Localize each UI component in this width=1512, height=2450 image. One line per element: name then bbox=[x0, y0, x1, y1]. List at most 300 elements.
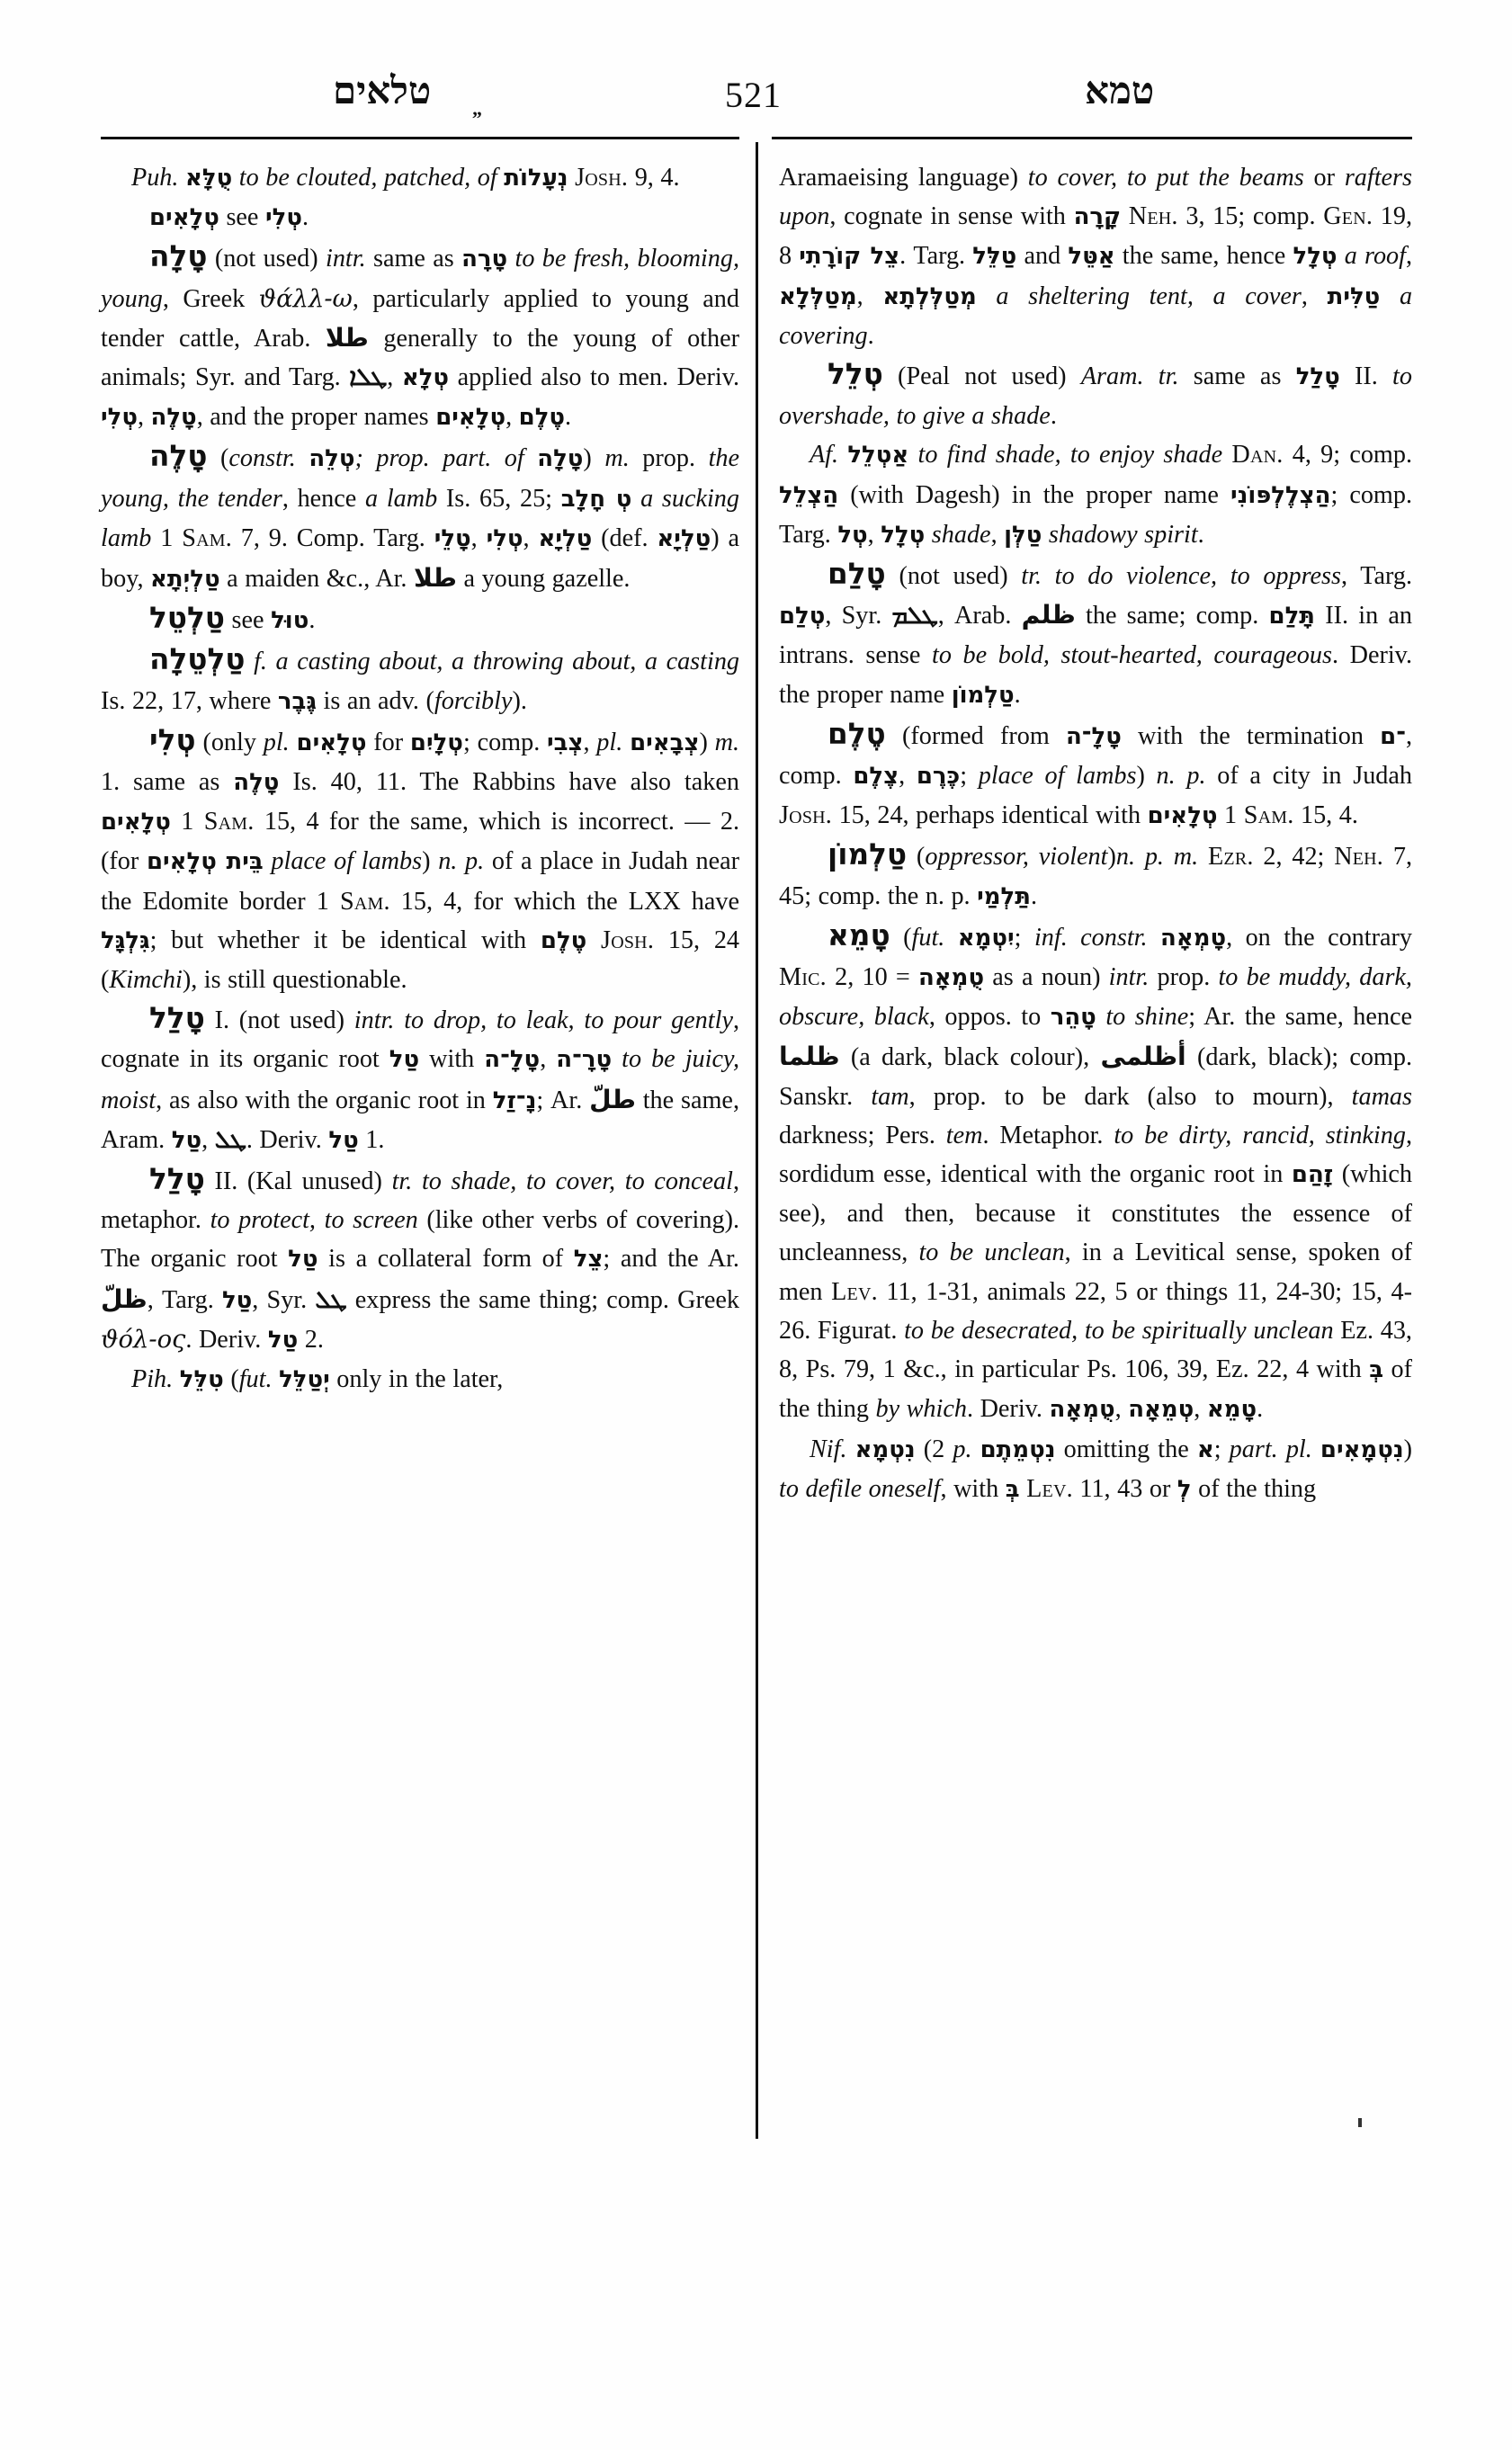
scripture-reference: Sam. bbox=[203, 808, 255, 836]
hebrew-word: אַטֵּל bbox=[1068, 243, 1115, 271]
text-run: . Deriv. the proper name bbox=[779, 641, 1412, 709]
hebrew-word: טָלֶה bbox=[150, 404, 197, 432]
text-run: see bbox=[219, 203, 265, 232]
gloss-text: to be unclean bbox=[918, 1238, 1065, 1267]
gloss-text: constr. bbox=[228, 444, 296, 473]
text-run: 7, 9. Comp. Targ. bbox=[231, 523, 434, 552]
text-run: , bbox=[583, 728, 597, 756]
scripture-reference: Sam. bbox=[1243, 801, 1294, 830]
text-run: ( bbox=[907, 843, 926, 872]
text-run: generally to the young of other animals; Syr. and Targ. bbox=[101, 324, 740, 392]
text-run: 15, 4. bbox=[1293, 801, 1358, 830]
text-run: omitting the bbox=[1055, 1435, 1197, 1463]
hebrew-word: טָהֵר bbox=[1050, 1004, 1096, 1032]
text-run: II. in an intrans. sense bbox=[779, 602, 1412, 670]
headword-hebrew: טָלָה bbox=[149, 239, 208, 274]
entry-paragraph bbox=[779, 1430, 1412, 1509]
text-run: the same; comp. bbox=[1075, 602, 1269, 630]
hebrew-word: טָרָה bbox=[461, 246, 508, 273]
text-run bbox=[1096, 1003, 1106, 1031]
hebrew-word: טְלָל bbox=[881, 521, 926, 549]
gloss-text: to defile oneself bbox=[779, 1474, 941, 1503]
text-run: as a noun) bbox=[984, 963, 1109, 992]
text-run: . Targ. bbox=[899, 242, 973, 271]
text-run bbox=[412, 1167, 422, 1195]
right-column bbox=[779, 158, 1412, 1509]
hebrew-word: יִטְמָא bbox=[957, 924, 1015, 952]
gloss-text: m. bbox=[604, 444, 630, 473]
headword-hebrew: טָלַל bbox=[149, 1162, 205, 1197]
scripture-reference: Lev. bbox=[831, 1277, 878, 1306]
text-run: Aramaeising language) bbox=[779, 164, 1028, 192]
text-run: , bbox=[540, 1045, 557, 1074]
text-run: darkness; Pers. bbox=[779, 1121, 946, 1149]
text-run: is an adv. ( bbox=[316, 686, 434, 715]
text-run: 1. bbox=[358, 1125, 385, 1154]
text-run: . bbox=[1014, 680, 1021, 709]
text-run: 15, 24, perhaps identical with bbox=[832, 801, 1148, 830]
gloss-text: pl. bbox=[596, 728, 623, 756]
gloss-text: inf. constr. bbox=[1033, 923, 1148, 952]
text-run: II. bbox=[1339, 362, 1393, 391]
text-run bbox=[1198, 843, 1208, 871]
text-run: of the thing bbox=[779, 1355, 1413, 1424]
scripture-reference: Josh. bbox=[601, 925, 655, 954]
text-run: only in the later, bbox=[329, 1365, 504, 1394]
hebrew-word: בְּ bbox=[1369, 1356, 1384, 1384]
hebrew-word: טַלְמוֹן bbox=[951, 681, 1015, 709]
text-run: ( bbox=[223, 1365, 239, 1394]
text-run: . bbox=[565, 403, 572, 432]
text-run: , sordidum esse, identical with the organic root in bbox=[779, 1121, 1412, 1189]
text-run: , with bbox=[940, 1474, 1006, 1503]
text-run: , comp. bbox=[779, 721, 1413, 791]
text-run: (Peal not used) bbox=[882, 362, 1081, 391]
hebrew-word: טְל bbox=[837, 521, 868, 549]
text-run: ), is still questionable. bbox=[182, 966, 407, 995]
text-run bbox=[1222, 441, 1231, 469]
hebrew-word: טְלִי bbox=[101, 404, 138, 432]
gloss-text: part. bbox=[443, 444, 492, 473]
headword-hebrew: טְלִי bbox=[149, 722, 196, 757]
hebrew-word: טָרָ־ה bbox=[556, 1046, 613, 1074]
hebrew-word: צֶלֶם bbox=[853, 763, 899, 791]
text-run: with the termination bbox=[1121, 721, 1381, 750]
gloss-text: a sucking lamb bbox=[101, 484, 739, 552]
entry-paragraph bbox=[101, 1160, 739, 1360]
text-run: express the same thing; comp. Greek bbox=[346, 1285, 739, 1314]
hebrew-word: נִטְמָא bbox=[854, 1435, 916, 1463]
hebrew-word: צֵל bbox=[573, 1246, 604, 1274]
gloss-text: forcibly bbox=[434, 686, 513, 715]
hebrew-word: טַל bbox=[221, 1286, 253, 1314]
headword-hebrew: טַלְטֵלָה bbox=[149, 642, 246, 677]
gloss-text: to shade, to cover, to conceal bbox=[421, 1167, 733, 1196]
syriac-word: ܛܠܐ bbox=[349, 363, 388, 392]
text-run: ; Ar. bbox=[536, 1086, 590, 1114]
hebrew-word: נִטְמָאִים bbox=[1320, 1435, 1404, 1463]
entry-paragraph bbox=[779, 158, 1412, 355]
hebrew-word: צֵל קוֹרָתִי bbox=[799, 243, 900, 271]
text-run: 2, 42; bbox=[1253, 843, 1335, 872]
gloss-text: Kimchi bbox=[109, 966, 183, 995]
text-run: is a collateral form of bbox=[318, 1245, 574, 1274]
text-run: 7, 45; comp. the n. p. bbox=[779, 843, 1413, 910]
syriac-word: ܛܠܡ bbox=[891, 602, 938, 630]
text-run: (not used) bbox=[885, 562, 1022, 591]
running-head bbox=[162, 70, 1349, 133]
text-run bbox=[296, 444, 309, 472]
text-run bbox=[622, 729, 630, 756]
text-run: . bbox=[867, 321, 874, 350]
text-run bbox=[1042, 562, 1055, 590]
gloss-text: Puh. bbox=[131, 164, 185, 192]
text-run: . bbox=[301, 203, 309, 232]
hebrew-word: טַל bbox=[288, 1246, 318, 1274]
hebrew-word: טַלֵּל bbox=[972, 243, 1017, 271]
text-run: ( bbox=[207, 444, 229, 473]
scripture-reference: Josh. bbox=[779, 801, 833, 830]
gloss-text: to be dirty, rancid, stinking bbox=[1114, 1121, 1406, 1149]
gloss-text: , of bbox=[464, 164, 505, 192]
entry-paragraph bbox=[101, 999, 739, 1160]
entry-paragraph bbox=[101, 640, 739, 720]
scripture-reference: Sam. bbox=[339, 887, 390, 916]
running-head-right-hebrew: טמא bbox=[1085, 71, 1155, 112]
hebrew-word: טָלָ־ה bbox=[1065, 722, 1122, 750]
gloss-text: the young, the tender bbox=[101, 444, 740, 513]
gloss-text: intr. bbox=[325, 245, 366, 273]
scripture-reference: Mic. bbox=[779, 963, 827, 992]
hebrew-word: טַל bbox=[389, 1046, 420, 1074]
left-column bbox=[101, 158, 739, 1399]
text-run bbox=[290, 729, 297, 756]
hebrew-word: צְבָאִים bbox=[630, 729, 700, 756]
text-run: of the thing bbox=[1191, 1474, 1317, 1503]
hebrew-word: טְלָאִים bbox=[435, 404, 506, 432]
text-run: 1 bbox=[170, 808, 204, 836]
text-run: a maiden &c., Ar. bbox=[219, 565, 415, 594]
text-run: 2, 10 = bbox=[826, 963, 918, 992]
entry-paragraph bbox=[779, 435, 1412, 555]
text-run bbox=[245, 648, 254, 675]
gloss-text: m. bbox=[714, 728, 740, 756]
gloss-text: Nif. bbox=[810, 1435, 855, 1463]
text-run: , hence bbox=[282, 484, 366, 513]
gloss-text: by which bbox=[875, 1395, 967, 1424]
hebrew-word: טַלְּן bbox=[1004, 521, 1042, 549]
hebrew-word: יְטַלֵּל bbox=[279, 1366, 330, 1394]
hebrew-word: טַל bbox=[328, 1126, 359, 1154]
text-run bbox=[944, 924, 957, 952]
text-run: a young gazelle. bbox=[456, 565, 631, 594]
hebrew-word: לְ bbox=[1176, 1475, 1192, 1503]
text-run: 15, 24 ( bbox=[101, 925, 740, 995]
text-run: . Metaphor. bbox=[982, 1121, 1114, 1149]
text-run: ) bbox=[1403, 1435, 1413, 1463]
text-run: , metaphor. bbox=[101, 1167, 740, 1235]
hebrew-word: טְלָאִים bbox=[1147, 802, 1218, 830]
entry-paragraph bbox=[101, 237, 739, 437]
header-rule-left bbox=[101, 137, 739, 139]
text-run: prop. bbox=[629, 444, 709, 473]
text-run: , cognate in its organic root bbox=[101, 1006, 739, 1074]
text-run: II. (Kal unused) bbox=[204, 1167, 392, 1196]
hebrew-word: תָּלַם bbox=[1268, 603, 1316, 630]
gloss-text: shadowy spirit bbox=[1048, 520, 1198, 549]
hebrew-word: טְ חָלָב bbox=[560, 485, 632, 513]
page-number: 521 bbox=[725, 75, 782, 115]
text-run: same as bbox=[365, 245, 462, 273]
hebrew-word: טַלְיָא bbox=[538, 524, 593, 552]
gloss-text: n. p. bbox=[1156, 762, 1206, 791]
gloss-text: tam bbox=[871, 1082, 909, 1111]
text-run: ; comp. Targ. bbox=[779, 480, 1412, 549]
text-run: 15, 4, for which the LXX have bbox=[389, 887, 739, 916]
text-run: , prop. to be dark (also to mourn), bbox=[908, 1082, 1352, 1111]
hebrew-word: טָמְאָה bbox=[1160, 924, 1227, 952]
gloss-text: to drop, to leak, to pour gently bbox=[404, 1006, 733, 1035]
text-run bbox=[1312, 1435, 1320, 1463]
text-run bbox=[908, 441, 917, 469]
hebrew-word: טְלָאִים bbox=[296, 729, 367, 756]
gloss-text: to be desecrated, to be spiritually unclean bbox=[904, 1316, 1334, 1345]
hebrew-word: א bbox=[1196, 1435, 1214, 1463]
text-run: , Greek bbox=[162, 284, 259, 313]
gloss-text: a roof bbox=[1344, 242, 1406, 271]
hebrew-word: טְלַם bbox=[779, 603, 826, 630]
scripture-reference: Josh. bbox=[575, 164, 629, 192]
hebrew-word: טְלָא bbox=[401, 364, 450, 392]
gloss-text: place of lambs bbox=[978, 762, 1137, 791]
hebrew-word: טַל bbox=[267, 1326, 299, 1354]
text-run: Is. 65, 25; bbox=[437, 484, 561, 513]
hebrew-word: טָלַל bbox=[1295, 363, 1340, 391]
gloss-text: tr. bbox=[391, 1167, 413, 1196]
text-run: , bbox=[137, 403, 151, 432]
gloss-text: Aram. tr. bbox=[1080, 362, 1179, 391]
gloss-text: tr. bbox=[1021, 562, 1042, 591]
headword-hebrew: טַלְמוֹן bbox=[828, 837, 908, 872]
entry-paragraph bbox=[779, 836, 1412, 916]
text-run: , bbox=[387, 363, 402, 392]
text-run: (which see), and then, because it constitutes the essence of uncleanness, bbox=[779, 1160, 1413, 1267]
hebrew-word: זָהַם bbox=[1291, 1161, 1334, 1189]
hebrew-word: טֶלֶם bbox=[540, 926, 587, 954]
gloss-text: part. pl. bbox=[1229, 1435, 1312, 1463]
entry-paragraph bbox=[779, 715, 1412, 836]
hebrew-word: טֻמְאָה bbox=[917, 964, 985, 992]
gloss-text: tamas bbox=[1351, 1082, 1412, 1111]
hebrew-word: מְטַלְּלְתָא bbox=[882, 282, 977, 310]
headword-hebrew: טָלַם bbox=[828, 557, 886, 592]
text-run: , bbox=[523, 523, 539, 552]
gloss-text: to cover, to put the beams bbox=[1027, 164, 1304, 192]
text-run bbox=[586, 926, 601, 954]
gloss-text: to be muddy, dark, obscure, black bbox=[779, 963, 1412, 1032]
greek-word: ϑόλ-ος bbox=[101, 1325, 186, 1354]
text-run: (2 bbox=[915, 1435, 953, 1463]
syriac-word: ܛܠ bbox=[214, 1125, 246, 1154]
hebrew-word: נָ־זַל bbox=[492, 1086, 537, 1114]
hebrew-word: כֶּרֶם bbox=[916, 763, 961, 791]
hebrew-word: טָלֶה bbox=[233, 769, 280, 797]
text-run: (like other verbs of covering). The organic root bbox=[101, 1206, 740, 1274]
headword-hebrew: טָמֵא bbox=[828, 917, 890, 952]
text-run: ) bbox=[422, 847, 439, 876]
text-run: applied also to men. Deriv. bbox=[449, 363, 740, 392]
text-run: ; but whether it be identical with bbox=[149, 925, 541, 954]
hebrew-word: אַטְלֵל bbox=[847, 442, 909, 469]
text-run: (only bbox=[195, 728, 264, 756]
hebrew-word: טְלָל bbox=[1293, 243, 1338, 271]
text-run bbox=[1042, 521, 1049, 549]
arabic-word: طلا bbox=[325, 322, 369, 353]
hebrew-word: הַצְלֵל bbox=[779, 481, 839, 509]
text-run: , cognate in sense with bbox=[829, 202, 1074, 231]
text-run: . Deriv. bbox=[246, 1125, 329, 1154]
text-run: Is. 40, 11. The Rabbins have also taken bbox=[279, 768, 739, 797]
headword-hebrew: טָלֶה bbox=[149, 439, 208, 474]
text-run bbox=[1338, 242, 1345, 270]
text-run: ) a boy, bbox=[101, 523, 740, 594]
gloss-text: place of lambs bbox=[263, 847, 423, 876]
text-run: ) bbox=[583, 444, 605, 473]
text-run: see bbox=[225, 606, 272, 635]
gloss-text: intr. bbox=[353, 1006, 395, 1035]
text-run: , bbox=[856, 282, 883, 310]
text-run: . bbox=[1257, 1395, 1264, 1424]
entry-paragraph bbox=[779, 355, 1412, 435]
gloss-text: fut. bbox=[238, 1365, 273, 1394]
text-run: I. (not used) bbox=[204, 1006, 354, 1035]
text-run: , bbox=[470, 523, 487, 552]
hebrew-word: טְלִי bbox=[486, 524, 523, 552]
arabic-word: ظلّ bbox=[101, 1283, 148, 1314]
text-run: 1 bbox=[151, 523, 183, 552]
gloss-text: a lamb bbox=[365, 484, 438, 513]
text-run: ; bbox=[960, 762, 979, 791]
entry-paragraph bbox=[101, 158, 739, 198]
text-run: , bbox=[505, 403, 519, 432]
hebrew-word: טָלָ־ה bbox=[484, 1046, 541, 1074]
gloss-text: shade bbox=[931, 520, 991, 549]
text-run: 11, 43 or bbox=[1072, 1474, 1177, 1503]
hebrew-word: טְמֵאָה bbox=[1128, 1396, 1194, 1424]
hebrew-word: הַצְלֶלְפּוֹנִי bbox=[1230, 481, 1331, 509]
gloss-text: rafters upon bbox=[779, 164, 1412, 231]
text-run: (dark, black); comp. Sanskr. bbox=[779, 1043, 1412, 1111]
hebrew-word: טָמֵא bbox=[1206, 1396, 1257, 1424]
text-run: , bbox=[201, 1125, 215, 1154]
text-run bbox=[925, 521, 932, 549]
text-run: 19, 8 bbox=[779, 202, 1413, 271]
text-run: 1. same as bbox=[101, 768, 234, 797]
text-run: ; bbox=[1014, 923, 1034, 952]
text-run: , bbox=[1194, 1395, 1207, 1424]
headword-hebrew: טָלַל bbox=[149, 1001, 205, 1036]
text-run: ; comp. bbox=[462, 728, 548, 756]
text-run: (with Dagesh) in the proper name bbox=[838, 480, 1230, 509]
text-run: 9, 4. bbox=[628, 164, 680, 192]
hebrew-word: טֻלָּא bbox=[185, 165, 233, 192]
text-run: , on the contrary bbox=[1226, 923, 1412, 952]
hebrew-word: טְלִי bbox=[264, 204, 302, 232]
hebrew-word: טְלָאִים bbox=[149, 204, 219, 232]
text-run: ; and the Ar. bbox=[603, 1245, 739, 1274]
entry-paragraph bbox=[779, 555, 1412, 715]
text-run: , bbox=[899, 762, 917, 791]
text-run: the same, hence bbox=[1114, 242, 1293, 271]
gloss-text: fut. bbox=[911, 923, 945, 952]
text-run: , Syr. bbox=[252, 1285, 316, 1314]
text-run: , and the proper names bbox=[196, 403, 436, 432]
gloss-text: n. p. m. bbox=[1115, 843, 1199, 872]
gloss-text: f. a casting about, a throwing about, a casting bbox=[254, 648, 740, 676]
headword-hebrew: טֶלֶם bbox=[828, 716, 886, 751]
hebrew-word: טֶלֶם bbox=[518, 404, 566, 432]
text-run: ). bbox=[512, 686, 527, 715]
text-run: of a place in Judah near the Edomite border 1 bbox=[101, 847, 740, 916]
hebrew-word: מְטַלְּלָא bbox=[779, 282, 857, 310]
scripture-reference: Lev. bbox=[1026, 1474, 1073, 1503]
scripture-reference: Neh. bbox=[1334, 843, 1384, 872]
arabic-word: طلا bbox=[414, 563, 457, 594]
text-run: (formed from bbox=[885, 721, 1066, 750]
scripture-reference: Sam. bbox=[182, 523, 232, 552]
hebrew-word: טְלֵה bbox=[309, 445, 355, 473]
column-divider bbox=[756, 142, 758, 2139]
text-run: , bbox=[1114, 1395, 1129, 1424]
hebrew-word: ־ם bbox=[1380, 722, 1406, 750]
arabic-word: أظلمى bbox=[1100, 1042, 1186, 1072]
entry-paragraph bbox=[101, 1360, 739, 1399]
text-run: , Syr. bbox=[825, 602, 892, 630]
text-run: ) bbox=[699, 728, 715, 756]
gloss-text: Af. bbox=[810, 441, 848, 469]
gloss-text: to be clouted, patched bbox=[232, 164, 465, 192]
text-run: Ez. 43, 8, Ps. 79, 1 &c., in particular Ps. 106, 39, Ez. 22, 4 with bbox=[779, 1316, 1412, 1384]
hebrew-word: טְלָיִם bbox=[409, 729, 463, 756]
text-run bbox=[972, 1435, 980, 1463]
scripture-reference: Gen. bbox=[1323, 202, 1373, 231]
running-head-left-hebrew: טלאים bbox=[333, 71, 432, 112]
text-run: 11, 1-31, animals 22, 5 or things 11, 24-30; 15, 4-26. Figurat. bbox=[779, 1277, 1412, 1345]
gloss-text: Pih. bbox=[131, 1365, 180, 1394]
gloss-text: to find shade, to enjoy shade bbox=[917, 441, 1223, 469]
text-run bbox=[394, 1006, 404, 1034]
text-run: ; bbox=[1213, 1435, 1230, 1463]
text-run bbox=[612, 1045, 622, 1073]
text-run bbox=[977, 282, 997, 310]
text-run: , in a Levitical sense, spoken of men bbox=[779, 1238, 1412, 1306]
text-run: . Deriv. bbox=[185, 1325, 268, 1354]
text-run: the same, Aram. bbox=[101, 1086, 739, 1154]
arabic-word: ظلم bbox=[1021, 600, 1076, 630]
text-run: same as bbox=[1178, 362, 1296, 391]
hebrew-word: צְבִי bbox=[547, 729, 584, 756]
gloss-text: of bbox=[491, 444, 538, 473]
text-run: , bbox=[1405, 242, 1413, 271]
text-run: and bbox=[1016, 242, 1069, 271]
gloss-text: to be bold, stout-hearted, courageous bbox=[932, 641, 1332, 670]
syriac-word: ܛܠ bbox=[315, 1285, 347, 1314]
hebrew-word: טְלָאִים bbox=[101, 809, 171, 836]
gloss-text: oppressor, violent bbox=[925, 843, 1108, 872]
text-run: . bbox=[309, 606, 316, 635]
gloss-text: pl. bbox=[263, 728, 290, 756]
hebrew-word: טָלָה bbox=[537, 445, 584, 473]
